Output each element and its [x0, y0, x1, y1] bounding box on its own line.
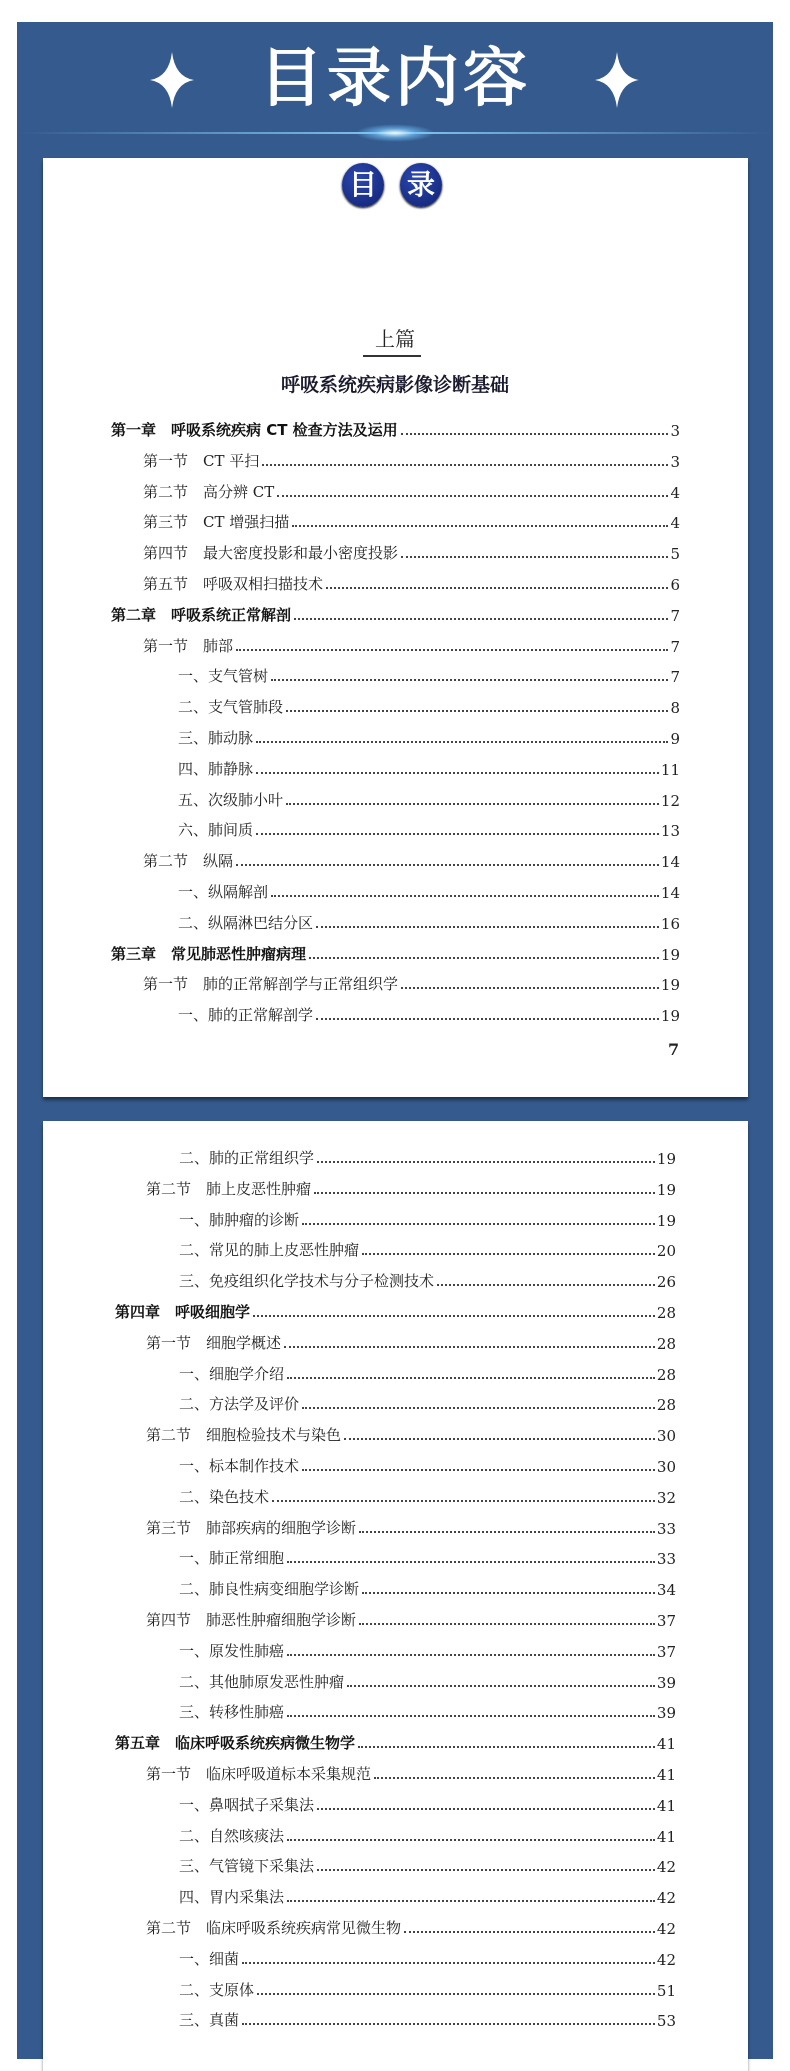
dot-leader	[294, 618, 668, 620]
toc-entry-page: 14	[660, 853, 680, 872]
toc-entry-item[interactable]	[178, 911, 680, 933]
toc-entry-page: 5	[670, 545, 680, 564]
dot-leader	[262, 464, 668, 466]
toc-entry-title: 第五章 临床呼吸系统疾病微生物学	[115, 1734, 356, 1753]
toc-entry-section[interactable]	[143, 510, 680, 532]
toc-entry-title: 二、其他肺原发恶性肿瘤	[179, 1672, 345, 1691]
toc-entry-title: 一、标本制作技术	[179, 1457, 300, 1475]
dot-leader	[314, 1192, 655, 1194]
toc-entry-item[interactable]	[179, 1947, 676, 1969]
toc-entry-page: 19	[660, 1007, 680, 1026]
dot-leader	[292, 525, 668, 527]
toc-entry-title: 第三章 常见肺恶性肿瘤病理	[111, 944, 307, 963]
toc-entry-section[interactable]	[143, 634, 680, 656]
dot-leader	[401, 433, 669, 435]
toc-entry-item[interactable]	[179, 1146, 676, 1168]
toc-entry-title: 第二节 临床呼吸系统疾病常见微生物	[146, 1919, 402, 1937]
toc-entry-page: 33	[656, 1519, 676, 1538]
toc-entry-item[interactable]	[178, 880, 680, 902]
toc-entry-title: 四、肺静脉	[178, 759, 254, 778]
toc-entry-title: 三、真菌	[179, 2011, 240, 2030]
toc-entry-chapter[interactable]	[111, 603, 680, 625]
dot-leader	[359, 1531, 655, 1533]
toc-entry-title: 二、支气管肺段	[178, 698, 284, 717]
dot-leader	[286, 710, 668, 712]
toc-entry-page: 7	[670, 637, 680, 656]
toc-entry-page: 16	[660, 914, 680, 933]
toc-entry-title: 三、气管镜下采集法	[179, 1857, 315, 1876]
dot-leader	[257, 1993, 655, 1995]
dot-leader	[317, 1161, 655, 1163]
part-label: 上篇	[375, 327, 415, 351]
toc-entry-title: 一、细菌	[179, 1949, 240, 1968]
toc-entry-title: 第一章 呼吸系统疾病 CT 检查方法及运用	[111, 421, 398, 439]
toc-entry-title: 一、肺正常细胞	[179, 1549, 285, 1568]
dot-leader	[401, 556, 668, 558]
toc-entry-page: 19	[656, 1211, 676, 1230]
toc-entry-item[interactable]	[179, 1885, 676, 1907]
toc-entry-section[interactable]	[146, 1516, 676, 1538]
toc-entry-item[interactable]	[179, 1392, 676, 1414]
toc-entry-item[interactable]	[179, 1793, 676, 1815]
toc-entry-item[interactable]	[178, 664, 680, 686]
toc-entry-page: 14	[660, 884, 680, 902]
dot-leader	[287, 1377, 655, 1379]
toc-entry-title: 二、常见的肺上皮恶性肿瘤	[179, 1241, 360, 1260]
toc-entry-title: 二、自然咳痰法	[179, 1826, 285, 1845]
toc-entry-item[interactable]	[178, 788, 680, 810]
toc-entry-title: 一、纵隔解剖	[178, 883, 269, 901]
toc-entry-item[interactable]	[179, 1978, 676, 2000]
toc-entry-title: 二、方法学及评价	[179, 1395, 300, 1414]
toc-entry-page: 12	[660, 791, 680, 810]
toc-entry-title: 第二章 呼吸系统正常解剖	[111, 605, 292, 624]
toc-entry-section[interactable]	[146, 1423, 676, 1445]
toc-entry-chapter[interactable]	[111, 418, 680, 440]
toc-entry-item[interactable]	[179, 1577, 676, 1599]
toc-entry-title: 一、原发性肺癌	[179, 1641, 285, 1660]
toc-entry-section[interactable]	[143, 849, 680, 871]
toc-entry-section[interactable]	[146, 1762, 676, 1784]
toc-entry-title: 第一节 细胞学概述	[146, 1333, 282, 1352]
toc-entry-page: 30	[656, 1427, 676, 1446]
toc-entry-title: 四、胃内采集法	[179, 1888, 285, 1907]
toc-entry-title: 三、肺动脉	[178, 729, 254, 747]
toc-entry-title: 第四节 最大密度投影和最小密度投影	[143, 544, 399, 563]
toc-entry-page: 30	[656, 1458, 676, 1476]
toc-entry-item[interactable]	[178, 757, 680, 779]
toc-entry-page: 42	[656, 1858, 676, 1877]
dot-leader	[316, 1018, 659, 1020]
toc-entry-page: 42	[656, 1950, 676, 1969]
toc-entry-section[interactable]	[146, 1331, 676, 1353]
toc-entry-title: 一、肺肿瘤的诊断	[179, 1210, 300, 1229]
toc-entry-page: 39	[656, 1673, 676, 1692]
toc-entry-title: 二、纵隔淋巴结分区	[178, 913, 314, 932]
dot-leader	[404, 1931, 655, 1933]
dot-leader	[256, 772, 659, 774]
toc-entry-page: 4	[670, 514, 680, 533]
toc-entry-title: 第二节 高分辨 CT	[143, 482, 275, 501]
glow-flare	[355, 124, 435, 142]
dot-leader	[277, 495, 668, 497]
toc-entry-title: 第二节 纵隔	[143, 852, 234, 871]
dot-leader	[287, 1654, 655, 1656]
toc-entry-title: 第一节 肺的正常解剖学与正常组织学	[143, 975, 399, 994]
toc-entry-title: 一、肺的正常解剖学	[178, 1006, 314, 1025]
dot-leader	[359, 1623, 655, 1625]
toc-entry-page: 19	[660, 945, 680, 964]
toc-entry-section[interactable]	[143, 972, 680, 994]
page-title: 目录内容	[259, 42, 531, 116]
toc-entry-title: 第一节 肺部	[143, 636, 234, 655]
toc-entry-section[interactable]	[143, 480, 680, 502]
dot-leader	[284, 1346, 655, 1348]
dot-leader	[358, 1746, 655, 1748]
toc-entry-page: 9	[670, 730, 680, 748]
dot-leader	[242, 2023, 655, 2025]
dot-leader	[437, 1284, 655, 1286]
badge-mu: 目	[342, 163, 384, 207]
toc-entry-item[interactable]	[179, 1670, 676, 1692]
toc-entry-page: 13	[660, 822, 680, 841]
toc-entry-page: 20	[656, 1242, 676, 1261]
toc-entry-title: 第四章 呼吸细胞学	[115, 1303, 251, 1321]
toc-entry-page: 34	[656, 1581, 676, 1600]
toc-entry-item[interactable]	[178, 695, 680, 717]
toc-entry-title: 第一节 CT 平扫	[143, 451, 260, 470]
dot-leader	[236, 864, 659, 866]
toc-entry-title: 一、鼻咽拭子采集法	[179, 1795, 315, 1814]
toc-entry-page: 7	[670, 668, 680, 687]
toc-entry-page: 7	[670, 606, 680, 625]
dot-leader	[271, 679, 668, 681]
dot-leader	[302, 1407, 655, 1409]
dot-leader	[272, 1500, 655, 1502]
toc-entry-title: 第二节 肺上皮恶性肿瘤	[146, 1179, 312, 1198]
dot-leader	[287, 1839, 655, 1841]
toc-entry-page: 19	[660, 976, 680, 995]
toc-entry-item[interactable]	[179, 1269, 676, 1291]
toc-entry-page: 41	[656, 1766, 676, 1784]
dot-leader	[317, 1869, 655, 1871]
toc-entry-title: 二、肺的正常组织学	[179, 1149, 315, 1167]
toc-entry-chapter[interactable]	[111, 942, 680, 964]
toc-entry-section[interactable]	[143, 449, 680, 471]
toc-entry-title: 第二节 细胞检验技术与染色	[146, 1426, 342, 1445]
toc-entry-title: 五、次级肺小叶	[178, 790, 284, 809]
toc-entry-section[interactable]	[143, 541, 680, 563]
toc-entry-item[interactable]	[179, 1238, 676, 1260]
dot-leader	[287, 1715, 655, 1717]
dot-leader	[401, 987, 659, 989]
toc-entry-page: 28	[656, 1396, 676, 1415]
toc-entry-item[interactable]	[178, 818, 680, 840]
dot-leader	[256, 833, 659, 835]
toc-entry-title: 三、免疫组织化学技术与分子检测技术	[179, 1272, 435, 1291]
toc-entry-page: 19	[656, 1180, 676, 1199]
toc-entry-page: 37	[656, 1612, 676, 1630]
dot-leader	[302, 1223, 655, 1225]
toc-entry-item[interactable]	[178, 1003, 680, 1025]
toc-entry-item[interactable]	[179, 1454, 676, 1476]
dot-leader	[271, 895, 659, 897]
toc-entry-title: 六、肺间质	[178, 821, 254, 840]
toc-entry-page: 11	[660, 760, 680, 779]
toc-entry-title: 二、支原体	[179, 1980, 255, 1999]
toc-entry-item[interactable]	[179, 1639, 676, 1661]
toc-entry-item[interactable]	[179, 1854, 676, 1876]
toc-entry-section[interactable]	[146, 1177, 676, 1199]
dot-leader	[236, 649, 668, 651]
toc-entry-title: 第一节 临床呼吸道标本采集规范	[146, 1765, 372, 1783]
toc-entry-page: 41	[656, 1827, 676, 1846]
dot-leader	[287, 1900, 655, 1902]
toc-entry-page: 41	[656, 1735, 676, 1754]
toc-entry-page: 6	[670, 576, 680, 594]
toc-entry-item[interactable]	[179, 1546, 676, 1568]
dot-leader	[256, 741, 668, 743]
toc-entry-page: 53	[656, 2012, 676, 2031]
toc-entry-title: 三、转移性肺癌	[179, 1703, 285, 1722]
toc-entry-title: 第三节 肺部疾病的细胞学诊断	[146, 1518, 357, 1537]
dot-leader	[344, 1438, 655, 1440]
toc-entry-page: 51	[656, 1981, 676, 2000]
toc-entry-page: 3	[670, 452, 680, 471]
dot-leader	[317, 1808, 655, 1810]
toc-entry-title: 二、染色技术	[179, 1487, 270, 1506]
dot-leader	[347, 1685, 655, 1687]
toc-entry-title: 第四节 肺恶性肿瘤细胞学诊断	[146, 1611, 357, 1629]
dot-leader	[362, 1592, 655, 1594]
toc-entry-page: 42	[656, 1920, 676, 1938]
toc-entry-page: 8	[670, 699, 680, 718]
toc-entry-title: 一、细胞学介绍	[179, 1364, 285, 1383]
toc-entry-chapter[interactable]	[115, 1300, 676, 1322]
part-title: 呼吸系统疾病影像诊断基础	[280, 374, 509, 396]
badge-lu: 录	[400, 163, 442, 207]
toc-entry-title: 第三节 CT 增强扫描	[143, 513, 290, 532]
toc-entry-page: 37	[656, 1642, 676, 1661]
toc-entry-item[interactable]	[179, 1485, 676, 1507]
dot-leader	[362, 1253, 655, 1255]
dot-leader	[253, 1315, 655, 1317]
toc-entry-page: 28	[656, 1334, 676, 1353]
toc-entry-title: 第五节 呼吸双相扫描技术	[143, 575, 324, 593]
toc-entry-title: 二、肺良性病变细胞学诊断	[179, 1580, 360, 1599]
part-divider	[363, 355, 421, 357]
dot-leader	[309, 957, 659, 959]
toc-entry-title: 一、支气管树	[178, 667, 269, 686]
toc-entry-page: 41	[656, 1796, 676, 1815]
toc-entry-page: 28	[656, 1304, 676, 1322]
toc-entry-item[interactable]	[179, 1208, 676, 1230]
toc-entry-section[interactable]	[146, 1608, 676, 1630]
toc-entry-page: 42	[656, 1889, 676, 1908]
toc-entry-page: 4	[670, 483, 680, 502]
toc-entry-section[interactable]	[146, 1916, 676, 1938]
toc-entry-page: 33	[656, 1550, 676, 1569]
dot-leader	[316, 926, 659, 928]
toc-entry-item[interactable]	[179, 2008, 676, 2030]
toc-entry-page: 32	[656, 1488, 676, 1507]
toc-entry-page: 39	[656, 1704, 676, 1723]
dot-leader	[302, 1469, 655, 1471]
dot-leader	[286, 803, 659, 805]
dot-leader	[326, 587, 668, 589]
toc-entry-page: 3	[670, 422, 680, 440]
dot-leader	[287, 1561, 655, 1563]
toc-entry-page: 26	[656, 1273, 676, 1292]
toc-entry-page: 28	[656, 1365, 676, 1384]
toc-entry-page: 19	[656, 1150, 676, 1168]
toc-entry-item[interactable]	[179, 1824, 676, 1846]
toc-entry-chapter[interactable]	[115, 1731, 676, 1753]
toc-entry-section[interactable]	[143, 572, 680, 594]
toc-entry-item[interactable]	[179, 1700, 676, 1722]
toc-entry-item[interactable]	[178, 726, 680, 748]
toc-entry-item[interactable]	[179, 1362, 676, 1384]
dot-leader	[242, 1962, 655, 1964]
dot-leader	[374, 1777, 655, 1779]
page-number: 7	[668, 1040, 680, 1059]
